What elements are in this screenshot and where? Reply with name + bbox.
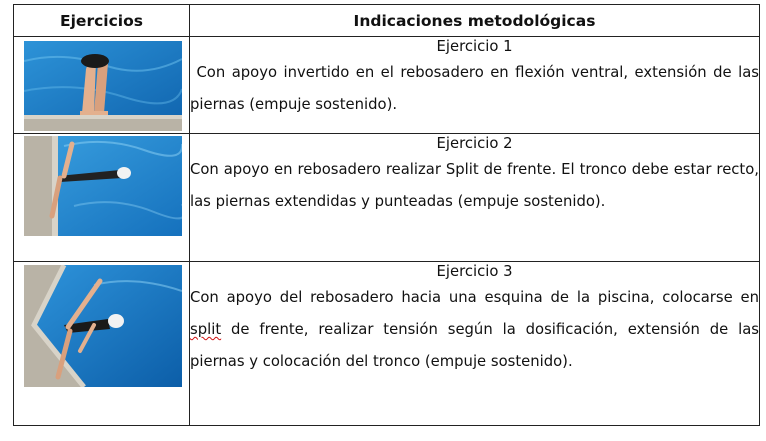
exercise-2-image-cell <box>14 134 190 262</box>
header-row <box>14 5 760 37</box>
exercise-1-photo-graphic <box>24 41 182 131</box>
header-indications: Indicaciones metodológicas <box>190 5 760 37</box>
exercise-3-text-cell <box>190 262 760 426</box>
exercise-1-title: Ejercicio 1 <box>436 38 513 55</box>
exercise-2-photo <box>24 136 182 236</box>
exercise-3-description-part-2: de frente, realizar tensión según la dosificación, extensión de las piernas y colocación del tronco (empuje sostenido). <box>190 321 759 370</box>
exercise-3-description-part-1: Con apoyo del rebosadero hacia una esquina de la piscina, colocarse en <box>190 289 759 306</box>
header-exercises: Ejercicios <box>14 5 190 37</box>
exercise-3-photo-graphic <box>24 265 182 387</box>
table-row <box>14 37 760 134</box>
exercise-2-title: Ejercicio 2 <box>436 135 513 152</box>
exercise-2-description: Con apoyo en rebosadero realizar Split de frente. El tronco debe estar recto, las piernas extendidas y punteadas (empuje sostenido). <box>190 161 759 210</box>
table-row <box>14 134 760 262</box>
exercise-3-image-cell <box>14 262 190 426</box>
exercise-2-text-cell <box>190 134 760 262</box>
exercise-1-image-cell <box>14 37 190 134</box>
exercise-3-title: Ejercicio 3 <box>436 263 513 280</box>
exercise-2-photo-graphic <box>24 136 182 236</box>
exercise-1-text-cell <box>190 37 764 134</box>
exercise-1-description: Con apoyo invertido en el rebosadero en flexión ventral, extensión de las piernas (empuje sostenido). <box>190 64 764 113</box>
exercise-3-description <box>190 282 759 378</box>
exercise-3-photo <box>24 265 182 387</box>
exercise-1-photo <box>24 41 182 131</box>
exercise-table <box>13 4 764 426</box>
spellcheck-marked-word: split <box>190 321 222 338</box>
table-row <box>14 262 760 426</box>
